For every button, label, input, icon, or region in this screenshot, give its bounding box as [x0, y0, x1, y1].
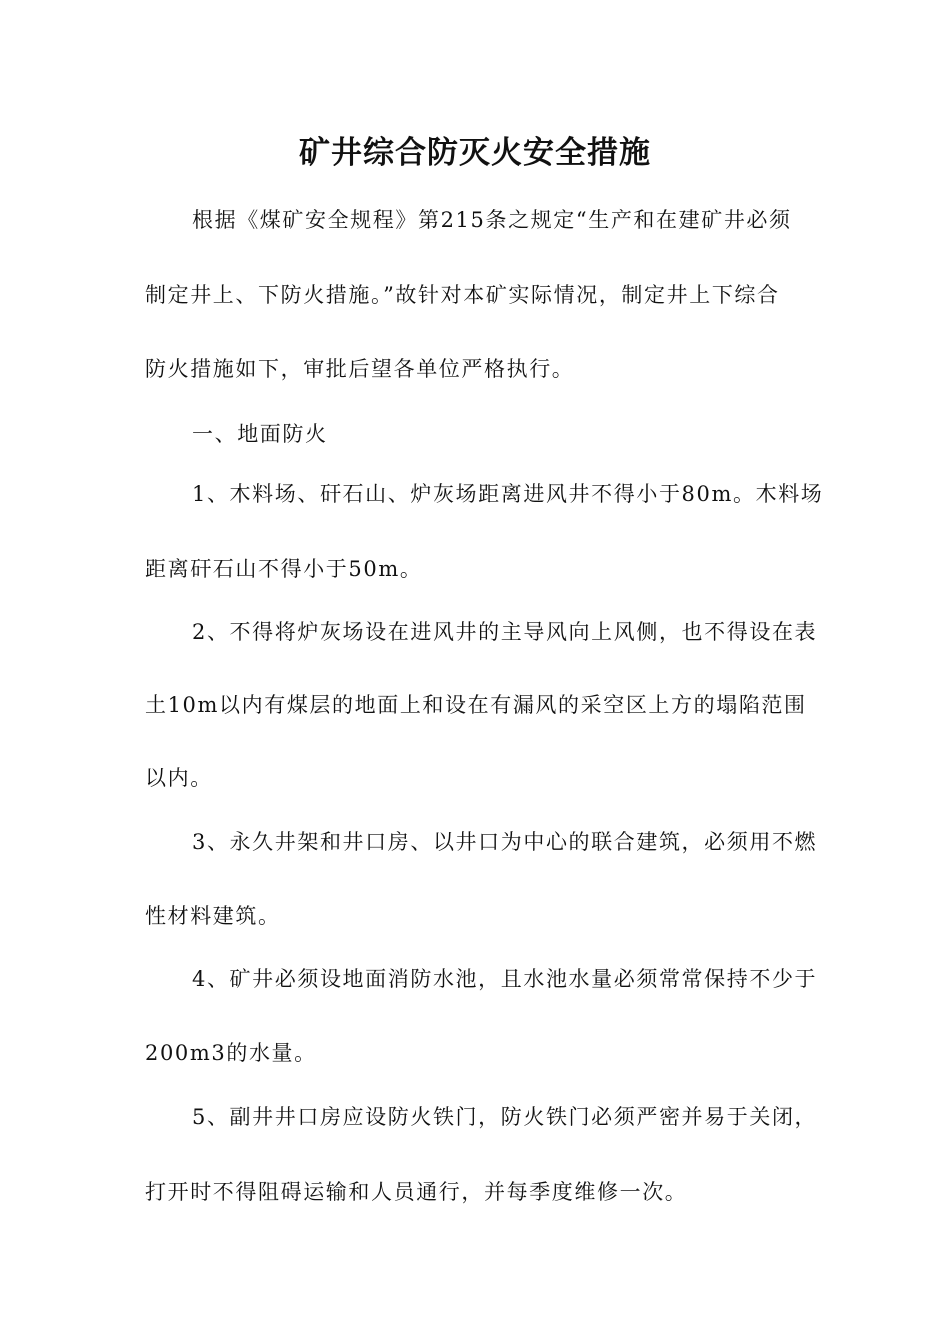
paragraph-line: 4、矿井必须设地面消防水池，且水池水量必须常常保持不少于: [192, 967, 818, 991]
paragraph-line: 5、副井井口房应设防火铁门，防火铁门必须严密并易于关闭，: [192, 1105, 818, 1129]
paragraph-line: 制定井上、下防火措施。”故针对本矿实际情况，制定井上下综合: [145, 283, 780, 307]
paragraph-line: 距离矸石山不得小于50m。: [145, 557, 423, 581]
paragraph-line: 性材料建筑。: [145, 904, 281, 928]
paragraph-line: 防火措施如下，审批后望各单位严格执行。: [145, 357, 575, 381]
paragraph-line: 1、木料场、矸石山、炉灰场距离进风井不得小于80m。木料场: [192, 482, 824, 506]
paragraph-line: 3、永久井架和井口房、以井口为中心的联合建筑，必须用不燃: [192, 830, 818, 854]
paragraph-line: 打开时不得阻碍运输和人员通行，并每季度维修一次。: [145, 1180, 688, 1204]
paragraph-line: 2、不得将炉灰场设在进风井的主导风向上风侧，也不得设在表: [192, 620, 818, 644]
paragraph-line: 土10m以内有煤层的地面上和设在有漏风的采空区上方的塌陷范围: [145, 693, 807, 717]
paragraph-line: 根据《煤矿安全规程》第215条之规定“生产和在建矿井必须: [192, 208, 792, 232]
paragraph-line: 以内。: [145, 766, 213, 790]
page-title: 矿井综合防灭火安全措施: [299, 135, 651, 171]
paragraph-line: 200m3的水量。: [145, 1041, 317, 1065]
section-heading: 一、地面防火: [192, 422, 328, 446]
